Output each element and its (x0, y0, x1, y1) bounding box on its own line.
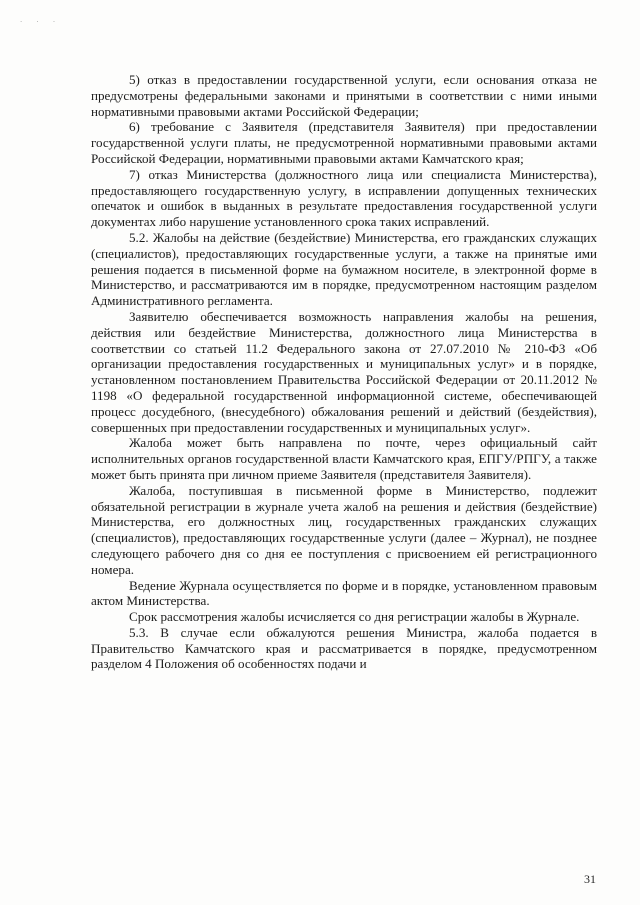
scan-artifact: · · · (20, 18, 62, 26)
paragraph-review-term: Срок рассмотрения жалобы исчисляется со дня регистрации жалобы в Журнале. (129, 609, 580, 625)
paragraph-registration: Жалоба, поступившая в письменной форме в Министерство, подлежит обязательной регистрации в журнале учета жалоб на решения и действия (бездействие) Министерства, его должностных лиц, государственных гражданских служащих (специалистов), предоставляющих государственные услуги (далее – Журнал), не позднее следующего рабочего дня со дня ее поступления с присвоением ей регистрационного номера. (91, 482, 597, 577)
paragraph-section-5-2: 5.2. Жалобы на действие (бездействие) Министерства, его гражданских служащих (специалистов), предоставляющих государственные услуги, а также на принятые ими решения подается в письменной форме на бумажном носителе, в электронной форме в Министерство, и рассматриваются им в порядке, предусмотренном настоящим разделом Административного регламента. (91, 229, 597, 309)
paragraph-journal-keeping: Ведение Журнала осуществляется по форме и в порядке, установленном правовым актом Министерства. (91, 577, 597, 609)
paragraph-appeal-possibility: Заявителю обеспечивается возможность направления жалобы на решения, действия или бездействие Министерства, должностного лица Министерства в соответствии со статьей 11.2 Федерального закона от 27.07.2010 № 210-ФЗ «Об организации предоставления государственных и муниципальных услуг» и в порядке, установленном постановлением Правительства Российской Федерации от 20.11.2012 № 1198 «О федеральной государственной информационной системе, обеспечивающей процесс досудебного, (внесудебного) обжалования решений и действий (бездействия), совершенных при предоставлении государственных и муниципальных услуг». (91, 308, 597, 435)
page-number: 31 (584, 872, 596, 886)
document-body (91, 72, 597, 672)
paragraph-item-7: 7) отказ Министерства (должностного лица или специалиста Министерства), предоставляющего государственную услугу, в исправлении допущенных технических опечаток и ошибок в выданных в результате предоставления государственной услуги документах либо нарушение установленного срока таких исправлений. (91, 166, 597, 230)
paragraph-section-5-3: 5.3. В случае если обжалуются решения Министра, жалоба подается в Правительство Камчатского края и рассматривается в порядке, предусмотренном разделом 4 Положения об особенностях подачи и (91, 624, 597, 672)
paragraph-appeal-channels: Жалоба может быть направлена по почте, через официальный сайт исполнительных органов государственной власти Камчатского края, ЕПГУ/РПГУ, а также может быть принята при личном приеме Заявителя (представителя Заявителя). (91, 435, 597, 482)
paragraph-item-6: 6) требование с Заявителя (представителя Заявителя) при предоставлении государственной услуги платы, не предусмотренной нормативными правовыми актами Российской Федерации, нормативными правовыми актами Камчатского края; (91, 119, 597, 166)
paragraph-item-5: 5) отказ в предоставлении государственной услуги, если основания отказа не предусмотрены федеральными законами и принятыми в соответствии с ними иными нормативными правовыми актами Российской Федерации; (91, 72, 597, 119)
